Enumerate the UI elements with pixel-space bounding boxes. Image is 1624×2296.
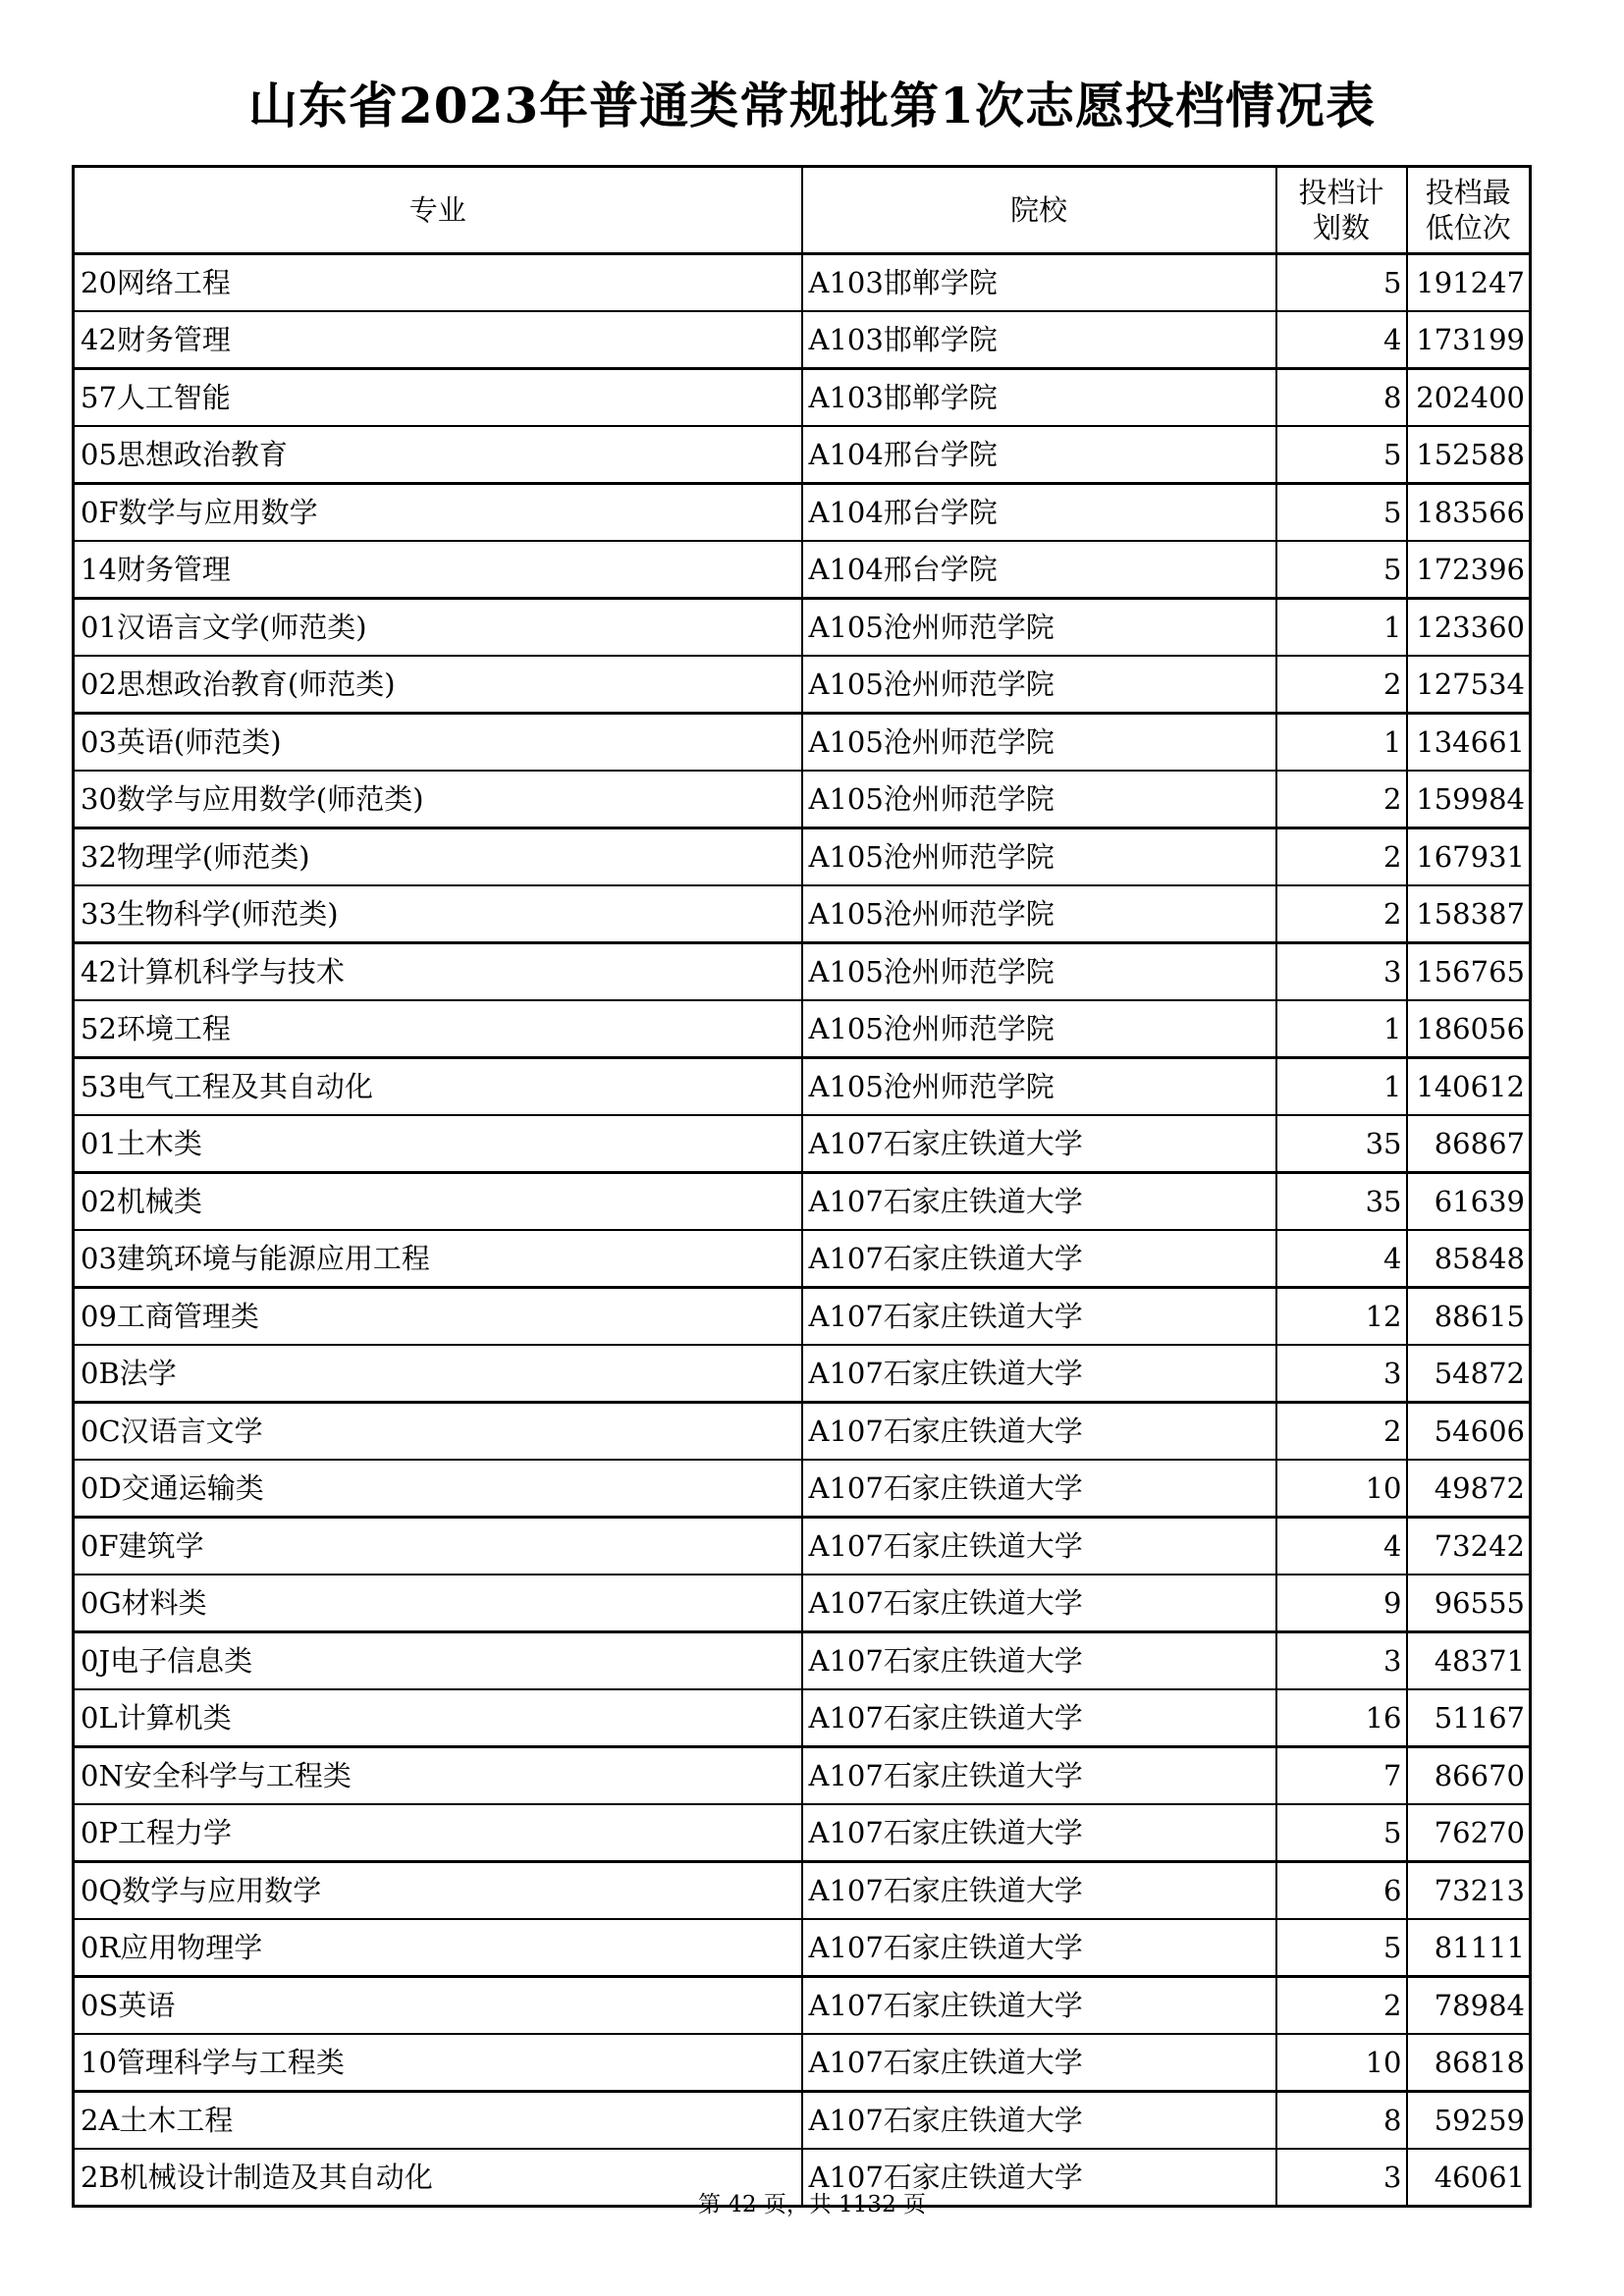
cell-rank: 51167 [1407,1689,1531,1747]
table-row [74,2034,1531,2092]
cell-school: A107石家庄铁道大学 [802,1804,1276,1862]
cell-plan: 10 [1276,2034,1407,2092]
cell-plan: 1 [1276,714,1407,772]
cell-rank: 86818 [1407,2034,1531,2092]
cell-school: A107石家庄铁道大学 [802,1747,1276,1805]
cell-rank: 158387 [1407,885,1531,943]
table-row [74,1518,1531,1575]
cell-school: A107石家庄铁道大学 [802,2092,1276,2150]
cell-rank: 183566 [1407,484,1531,542]
cell-school: A107石家庄铁道大学 [802,1518,1276,1575]
cell-plan: 10 [1276,1460,1407,1518]
cell-plan: 4 [1276,311,1407,369]
cell-plan: 5 [1276,541,1407,599]
page-title: 山东省2023年普通类常规批第1次志愿投档情况表 [248,77,1376,134]
cell-major: 14财务管理 [74,541,802,599]
cell-plan: 2 [1276,1977,1407,2035]
cell-rank: 86670 [1407,1747,1531,1805]
cell-rank: 159984 [1407,771,1531,828]
cell-school: A105沧州师范学院 [802,828,1276,886]
cell-school: A107石家庄铁道大学 [802,1403,1276,1461]
cell-plan: 3 [1276,1632,1407,1690]
cell-plan: 6 [1276,1862,1407,1920]
cell-plan: 5 [1276,254,1407,312]
cell-major: 0P工程力学 [74,1804,802,1862]
header-rank: 投档最低位次 [1407,167,1531,254]
cell-major: 0L计算机类 [74,1689,802,1747]
cell-school: A104邢台学院 [802,541,1276,599]
cell-rank: 156765 [1407,943,1531,1001]
table-row [74,1115,1531,1173]
cell-rank: 88615 [1407,1288,1531,1346]
table-row [74,1575,1531,1632]
cell-plan: 35 [1276,1173,1407,1231]
cell-rank: 76270 [1407,1804,1531,1862]
cell-major: 03建筑环境与能源应用工程 [74,1230,802,1288]
cell-rank: 54606 [1407,1403,1531,1461]
cell-rank: 48371 [1407,1632,1531,1690]
cell-plan: 2 [1276,656,1407,714]
cell-plan: 2 [1276,885,1407,943]
cell-major: 20网络工程 [74,254,802,312]
cell-rank: 202400 [1407,369,1531,427]
header-row [74,167,1531,254]
cell-major: 10管理科学与工程类 [74,2034,802,2092]
cell-plan: 12 [1276,1288,1407,1346]
cell-school: A105沧州师范学院 [802,714,1276,772]
cell-major: 0B法学 [74,1345,802,1403]
cell-plan: 2 [1276,1403,1407,1461]
cell-rank: 81111 [1407,1919,1531,1977]
table-row [74,1058,1531,1116]
table-row [74,1345,1531,1403]
table-row [74,1689,1531,1747]
cell-plan: 3 [1276,943,1407,1001]
cell-rank: 134661 [1407,714,1531,772]
table-row [74,656,1531,714]
cell-major: 33生物科学(师范类) [74,885,802,943]
cell-rank: 96555 [1407,1575,1531,1632]
cell-rank: 140612 [1407,1058,1531,1116]
cell-major: 03英语(师范类) [74,714,802,772]
cell-major: 53电气工程及其自动化 [74,1058,802,1116]
table-row [74,311,1531,369]
table-row [74,1919,1531,1977]
cell-school: A103邯郸学院 [802,254,1276,312]
cell-major: 57人工智能 [74,369,802,427]
cell-rank: 191247 [1407,254,1531,312]
cell-major: 0C汉语言文学 [74,1403,802,1461]
table-row [74,254,1531,312]
table-row [74,771,1531,828]
table-row [74,828,1531,886]
cell-school: A104邢台学院 [802,426,1276,484]
cell-rank: 152588 [1407,426,1531,484]
cell-plan: 16 [1276,1689,1407,1747]
cell-school: A107石家庄铁道大学 [802,1115,1276,1173]
table-row [74,541,1531,599]
cell-major: 52环境工程 [74,1000,802,1058]
table-row [74,2092,1531,2150]
cell-plan: 1 [1276,1000,1407,1058]
cell-school: A105沧州师范学院 [802,1058,1276,1116]
cell-rank: 73242 [1407,1518,1531,1575]
page-footer: 第 42 页，共 1132 页 [697,2192,927,2217]
table-row [74,426,1531,484]
table-row [74,1000,1531,1058]
cell-plan: 3 [1276,1345,1407,1403]
cell-plan: 8 [1276,369,1407,427]
table-row [74,1403,1531,1461]
cell-school: A105沧州师范学院 [802,656,1276,714]
cell-rank: 186056 [1407,1000,1531,1058]
cell-rank: 123360 [1407,599,1531,657]
cell-school: A107石家庄铁道大学 [802,1345,1276,1403]
header-major: 专业 [74,167,802,254]
cell-plan: 9 [1276,1575,1407,1632]
cell-plan: 2 [1276,828,1407,886]
cell-school: A105沧州师范学院 [802,599,1276,657]
cell-school: A107石家庄铁道大学 [802,1689,1276,1747]
cell-major: 0J电子信息类 [74,1632,802,1690]
cell-major: 0S英语 [74,1977,802,2035]
cell-rank: 86867 [1407,1115,1531,1173]
cell-major: 42计算机科学与技术 [74,943,802,1001]
cell-school: A107石家庄铁道大学 [802,1632,1276,1690]
cell-major: 0G材料类 [74,1575,802,1632]
cell-plan: 4 [1276,1230,1407,1288]
header-plan: 投档计划数 [1276,167,1407,254]
table-row [74,1173,1531,1231]
cell-major: 01土木类 [74,1115,802,1173]
table-row [74,1747,1531,1805]
table-row [74,1632,1531,1690]
cell-school: A107石家庄铁道大学 [802,2149,1276,2207]
admission-table [72,165,1532,2208]
cell-rank: 172396 [1407,541,1531,599]
cell-plan: 1 [1276,1058,1407,1116]
cell-major: 0N安全科学与工程类 [74,1747,802,1805]
cell-major: 0Q数学与应用数学 [74,1862,802,1920]
table-row [74,714,1531,772]
cell-school: A103邯郸学院 [802,369,1276,427]
table-row [74,599,1531,657]
table-row [74,1230,1531,1288]
cell-major: 0F数学与应用数学 [74,484,802,542]
cell-school: A107石家庄铁道大学 [802,1862,1276,1920]
table-row [74,1977,1531,2035]
cell-school: A107石家庄铁道大学 [802,1919,1276,1977]
cell-school: A107石家庄铁道大学 [802,1173,1276,1231]
cell-rank: 173199 [1407,311,1531,369]
cell-major: 42财务管理 [74,311,802,369]
cell-major: 30数学与应用数学(师范类) [74,771,802,828]
table-row [74,369,1531,427]
cell-school: A105沧州师范学院 [802,885,1276,943]
cell-plan: 7 [1276,1747,1407,1805]
cell-school: A107石家庄铁道大学 [802,1460,1276,1518]
cell-major: 02思想政治教育(师范类) [74,656,802,714]
table-row [74,1460,1531,1518]
cell-plan: 4 [1276,1518,1407,1575]
cell-major: 0D交通运输类 [74,1460,802,1518]
cell-major: 32物理学(师范类) [74,828,802,886]
cell-school: A104邢台学院 [802,484,1276,542]
cell-major: 2A土木工程 [74,2092,802,2150]
cell-rank: 54872 [1407,1345,1531,1403]
cell-rank: 85848 [1407,1230,1531,1288]
table-row [74,1862,1531,1920]
cell-school: A105沧州师范学院 [802,1000,1276,1058]
cell-major: 2B机械设计制造及其自动化 [74,2149,802,2207]
cell-school: A105沧州师范学院 [802,771,1276,828]
table-row [74,484,1531,542]
cell-major: 0F建筑学 [74,1518,802,1575]
cell-major: 0R应用物理学 [74,1919,802,1977]
cell-major: 01汉语言文学(师范类) [74,599,802,657]
cell-plan: 35 [1276,1115,1407,1173]
cell-major: 02机械类 [74,1173,802,1231]
cell-school: A107石家庄铁道大学 [802,1575,1276,1632]
table-row [74,885,1531,943]
cell-school: A107石家庄铁道大学 [802,1288,1276,1346]
cell-plan: 2 [1276,771,1407,828]
table-row [74,1288,1531,1346]
cell-rank: 46061 [1407,2149,1531,2207]
cell-plan: 3 [1276,2149,1407,2207]
cell-school: A107石家庄铁道大学 [802,2034,1276,2092]
cell-school: A107石家庄铁道大学 [802,1230,1276,1288]
cell-major: 05思想政治教育 [74,426,802,484]
cell-rank: 127534 [1407,656,1531,714]
cell-rank: 167931 [1407,828,1531,886]
cell-school: A105沧州师范学院 [802,943,1276,1001]
table-body [74,254,1531,2207]
cell-plan: 8 [1276,2092,1407,2150]
table-row [74,943,1531,1001]
cell-school: A103邯郸学院 [802,311,1276,369]
cell-rank: 61639 [1407,1173,1531,1231]
cell-rank: 49872 [1407,1460,1531,1518]
cell-plan: 5 [1276,426,1407,484]
cell-rank: 59259 [1407,2092,1531,2150]
table-row [74,1804,1531,1862]
cell-plan: 5 [1276,1919,1407,1977]
cell-plan: 5 [1276,1804,1407,1862]
cell-plan: 1 [1276,599,1407,657]
cell-plan: 5 [1276,484,1407,542]
cell-major: 09工商管理类 [74,1288,802,1346]
cell-rank: 78984 [1407,1977,1531,2035]
cell-school: A107石家庄铁道大学 [802,1977,1276,2035]
cell-rank: 73213 [1407,1862,1531,1920]
header-school: 院校 [802,167,1276,254]
